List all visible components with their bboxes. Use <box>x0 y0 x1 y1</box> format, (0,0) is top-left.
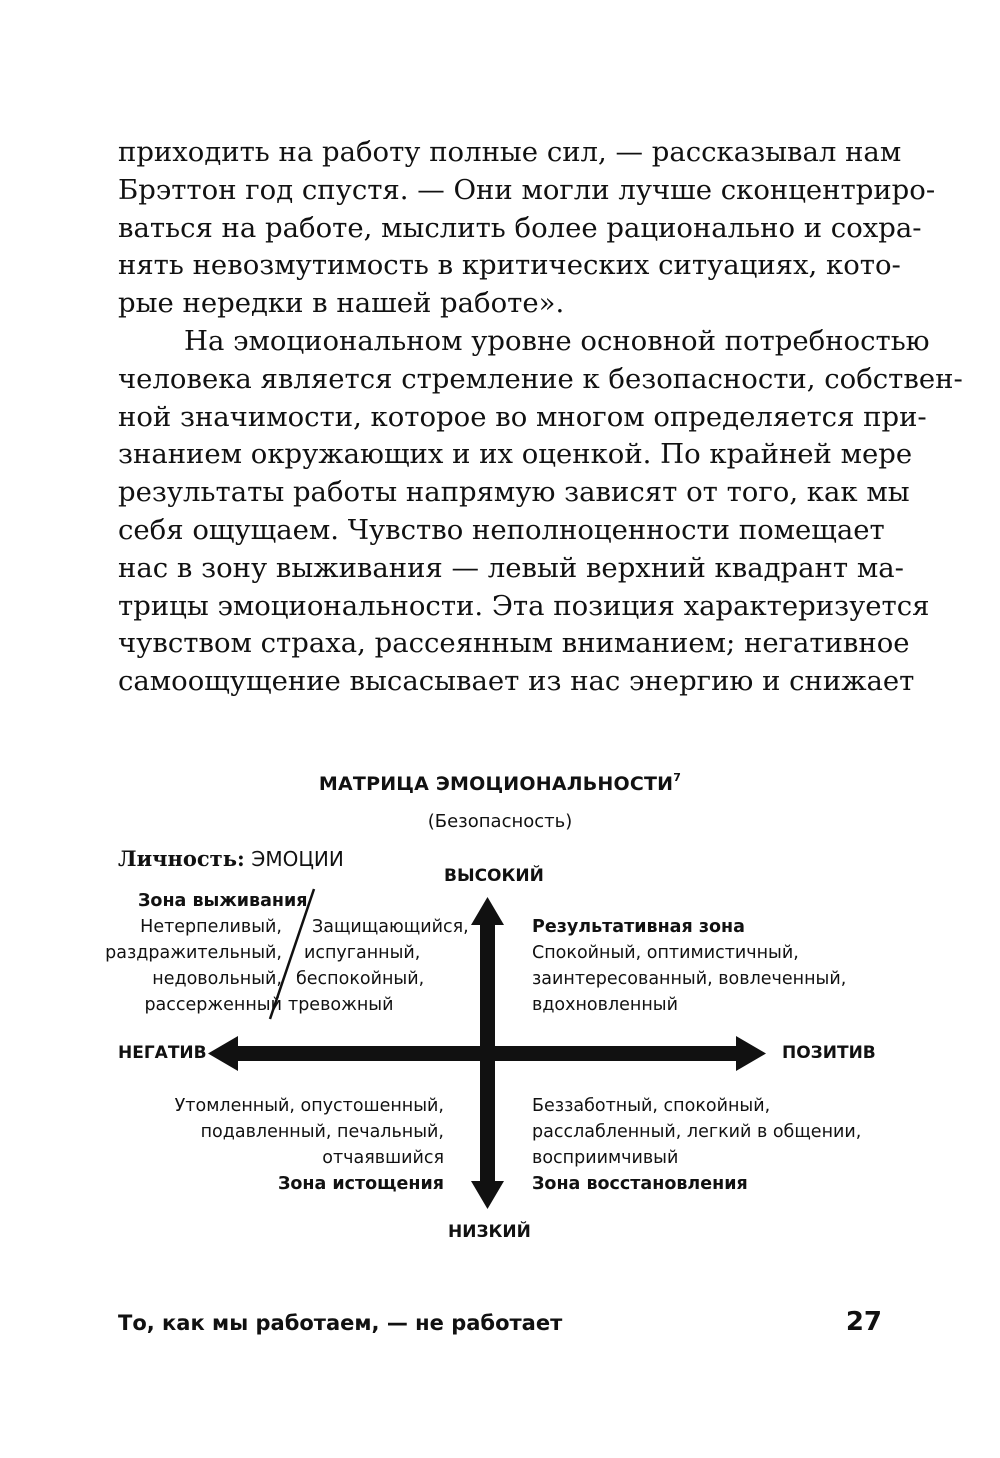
emotion-line: Спокойный, оптимистичный, <box>532 943 799 963</box>
body-line: ной значимости, которое во многом определяется при- <box>118 400 927 433</box>
body-line: трицы эмоциональности. Эта позиция характеризуется <box>118 589 930 622</box>
zone-label: Зона истощения <box>277 1174 444 1194</box>
personality-label: Личность <box>118 846 237 871</box>
axis-label-bottom: НИЗКИЙ <box>448 1222 531 1242</box>
survival-zone-title <box>138 888 308 914</box>
burnout-zone <box>175 1093 444 1197</box>
axis-label-right: ПОЗИТИВ <box>782 1043 876 1063</box>
emotion-word: испуганный, <box>304 943 421 963</box>
running-footer: То, как мы работаем, — не работает <box>118 1311 563 1335</box>
zone-label: Зона восстановления <box>532 1174 748 1194</box>
body-line: На эмоциональном уровне основной потребностью <box>184 324 930 357</box>
body-line: себя ощущаем. Чувство неполноценности помещает <box>118 513 885 546</box>
zone-label: Зона выживания <box>138 891 308 911</box>
arrow-down-icon <box>471 1181 504 1209</box>
body-line: ваться на работе, мыслить более рационально и сохра- <box>118 211 922 244</box>
survival-zone-right-words <box>0 914 1000 1018</box>
arrow-left-icon <box>208 1036 238 1071</box>
personality-line: Личность: ЭМОЦИИ <box>118 846 344 871</box>
emotion-line: Утомленный, опустошенный, <box>174 1096 444 1116</box>
diagram-subtitle: (Безопасность) <box>427 811 573 832</box>
body-line: знанием окружающих и их оценкой. По крайней мере <box>118 438 913 471</box>
body-line: самоощущение высасывает из нас энергию и снижает <box>118 665 915 698</box>
emotion-line: восприимчивый <box>532 1148 679 1168</box>
body-line: человека является стремление к безопасности, собствен- <box>118 362 963 395</box>
arrow-right-icon <box>736 1036 766 1071</box>
page-number: 27 <box>845 1307 882 1337</box>
performance-zone <box>532 914 846 1018</box>
emotion-word: Защищающийся, <box>312 917 469 937</box>
axis-label-top: ВЫСОКИЙ <box>444 866 544 886</box>
emotion-line: расслабленный, легкий в общении, <box>532 1122 862 1142</box>
emotion-line: отчаявшийся <box>322 1148 444 1168</box>
emotion-word: недовольный, <box>152 969 282 989</box>
body-line: чувством страха, рассеянным вниманием; негативное <box>118 627 910 660</box>
body-line: результаты работы напрямую зависят от того, как мы <box>118 476 910 509</box>
body-line: Брэттон год спустя. — Они могли лучше сконцентриро- <box>118 173 936 206</box>
emotion-word: беспокойный, <box>296 969 425 989</box>
horizontal-axis <box>236 1046 740 1061</box>
recovery-zone <box>532 1093 861 1197</box>
emotion-word: раздражительный, <box>105 943 282 963</box>
body-line: рые нередки в нашей работе». <box>118 287 565 320</box>
emotion-word: рассерженный <box>144 995 282 1015</box>
emotion-word: тревожный <box>288 995 394 1015</box>
emotion-line: заинтересованный, вовлеченный, <box>532 969 847 989</box>
body-line: нять невозмутимость в критических ситуациях, кото- <box>118 249 901 282</box>
emotion-line: Беззаботный, спокойный, <box>532 1096 771 1116</box>
emotion-line: подавленный, печальный, <box>200 1122 444 1142</box>
zone-label: Результативная зона <box>532 917 745 937</box>
emotion-line: вдохновленный <box>532 995 678 1015</box>
diagram-title-text: МАТРИЦА ЭМОЦИОНАЛЬНОСТИ <box>318 773 674 795</box>
personality-value: ЭМОЦИИ <box>251 847 344 871</box>
body-line: нас в зону выживания — левый верхний квадрант ма- <box>118 551 904 584</box>
axis-label-left: НЕГАТИВ <box>118 1043 207 1063</box>
body-line: приходить на работу полные сил, — рассказывал нам <box>118 136 902 168</box>
footnote-marker: 7 <box>673 771 682 784</box>
emotion-word: Нетерпеливый, <box>140 917 282 937</box>
